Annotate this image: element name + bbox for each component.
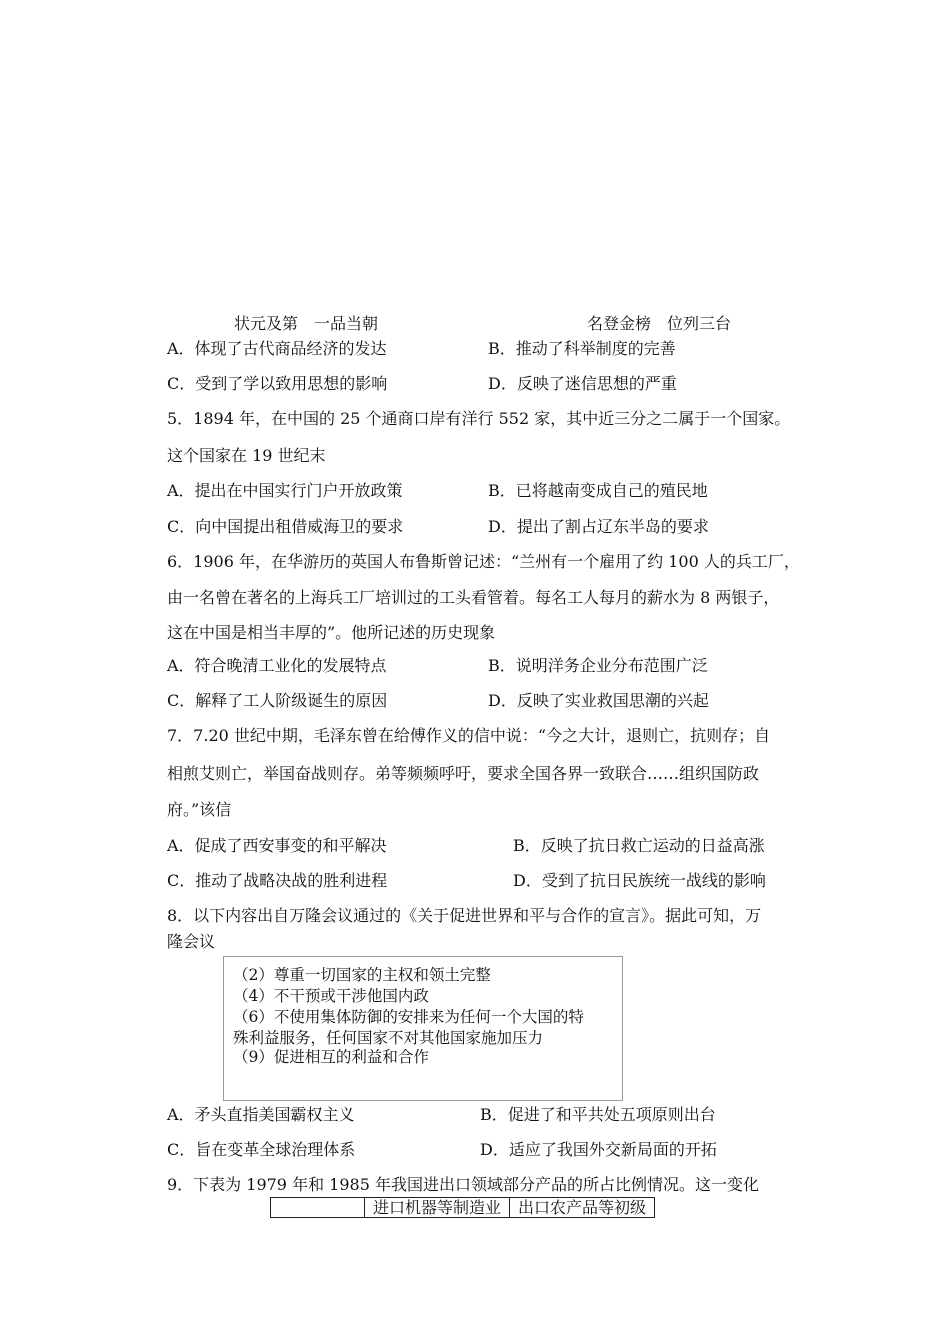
q6-option-a: A．符合晚清工业化的发展特点 (167, 656, 387, 675)
q4-option-d: D．反映了迷信思想的严重 (488, 374, 677, 393)
q7-option-a: A．促成了西安事变的和平解决 (167, 836, 387, 855)
q6-option-d: D．反映了实业救国思潮的兴起 (488, 691, 709, 710)
q5-option-b: B．已将越南变成自己的殖民地 (488, 481, 708, 500)
q6-stem-line2: 由一名曾在著名的上海兵工厂培训过的工头看管着。每名工人每月的薪水为 8 两银子， (167, 588, 780, 607)
q7-option-d: D．受到了抗日民族统一战线的影响 (513, 871, 766, 890)
q5-option-c: C．向中国提出租借威海卫的要求 (167, 517, 404, 536)
table-header-cell: 进口机器等制造业 (365, 1198, 510, 1218)
q8-option-c: C．旨在变革全球治理体系 (167, 1140, 356, 1159)
q4-option-b: B．推动了科举制度的完善 (488, 339, 676, 358)
q7-stem-line2: 相煎艾则亡，举国奋战则存。弟等频频呼吁，要求全国各界一致联合……组织国防政 (167, 764, 760, 783)
q5-option-a: A．提出在中国实行门户开放政策 (167, 481, 403, 500)
q7-option-c: C．推动了战略决战的胜利进程 (167, 871, 388, 890)
quote-line: （2）尊重一切国家的主权和领土完整 (233, 966, 491, 984)
q7-stem-line3: 府。”该信 (167, 800, 232, 819)
declaration-quote-box (223, 956, 623, 1101)
q8-stem-line1: 8．以下内容出自万隆会议通过的《关于促进世界和平与合作的宣言》。据此可知，万 (167, 906, 762, 925)
quote-line: 殊利益服务，任何国家不对其他国家施加压力 (233, 1029, 544, 1047)
q6-stem-line1: 6．1906 年，在华游历的英国人布鲁斯曾记述：“兰州有一个雇用了约 100 人的兵工厂， (167, 552, 800, 571)
quote-line: （4）不干预或干涉他国内政 (233, 987, 429, 1005)
q6-option-c: C．解释了工人阶级诞生的原因 (167, 691, 388, 710)
q5-stem-line1: 5．1894 年，在中国的 25 个通商口岸有洋行 552 家，其中近三分之二属于一个国家。 (167, 409, 791, 428)
q8-option-a: A．矛头直指美国霸权主义 (167, 1105, 355, 1124)
table-header-row (271, 1198, 655, 1218)
verse-left: 状元及第 一品当朝 (234, 314, 379, 333)
q5-stem-line2: 这个国家在 19 世纪末 (167, 446, 326, 465)
q7-stem-line1: 7．7.20 世纪中期，毛泽东曾在给傅作义的信中说：“今之大计，退则亡，抗则存；自 (167, 726, 771, 745)
q6-stem-line3: 这在中国是相当丰厚的”。他所记述的历史现象 (167, 623, 496, 642)
quote-line: （9）促进相互的利益和合作 (233, 1048, 429, 1066)
q7-option-b: B．反映了抗日救亡运动的日益高涨 (513, 836, 765, 855)
q8-stem-line2: 隆会议 (167, 932, 216, 951)
q8-option-b: B．促进了和平共处五项原则出台 (480, 1105, 716, 1124)
q5-option-d: D．提出了割占辽东半岛的要求 (488, 517, 709, 536)
quote-line: （6）不使用集体防御的安排来为任何一个大国的特 (233, 1008, 584, 1026)
q4-option-c: C．受到了学以致用思想的影响 (167, 374, 388, 393)
q9-stem-line1: 9．下表为 1979 年和 1985 年我国进出口领域部分产品的所占比例情况。这一变化 (167, 1175, 759, 1194)
trade-table (270, 1197, 655, 1218)
verse-right: 名登金榜 位列三台 (587, 314, 732, 333)
q8-option-d: D．适应了我国外交新局面的开拓 (480, 1140, 717, 1159)
table-header-cell (271, 1198, 365, 1218)
q4-option-a: A．体现了古代商品经济的发达 (167, 339, 387, 358)
q6-option-b: B．说明洋务企业分布范围广泛 (488, 656, 708, 675)
table-header-cell: 出口农产品等初级 (510, 1198, 655, 1218)
